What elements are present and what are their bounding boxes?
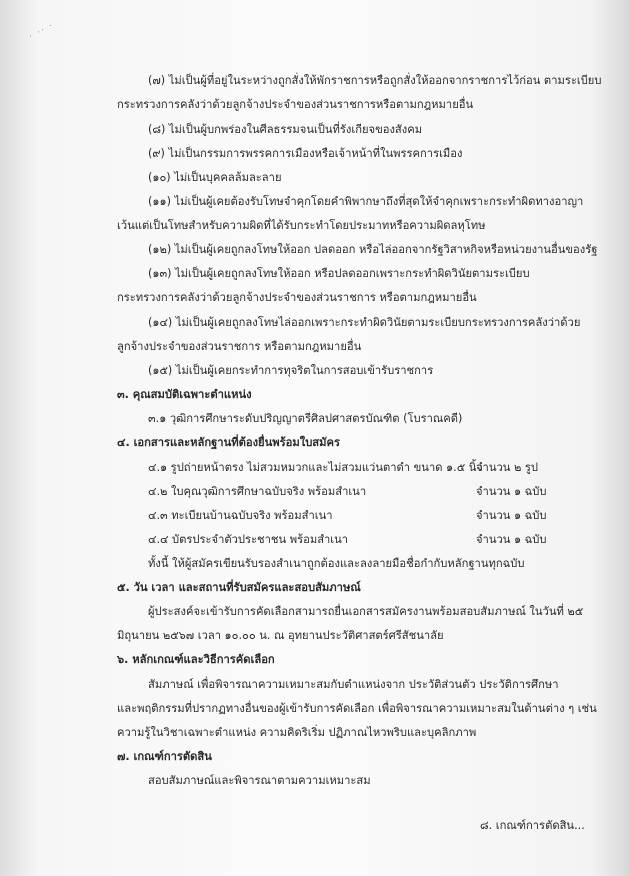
section-6-heading: ๖. หลักเกณฑ์และวิธีการคัดเลือก <box>117 653 275 666</box>
qualification-12: (๑๒) ไม่เป็นผู้เคยถูกลงโทษให้ออก ปลดออก หรือไล่ออกจากรัฐวิสาหกิจหรือหน่วยงานอื่นของรัฐ <box>148 243 598 256</box>
section-5-heading: ๕. วัน เวลา และสถานที่รับสมัครและสอบสัมภาษณ์ <box>117 581 361 594</box>
section-6-line3: ความรู้ในวิชาเฉพาะตำแหน่ง ความคิดริเริ่ม ปฏิภาณไหวพริบและบุคลิกภาพ <box>117 726 477 739</box>
section-4-heading: ๔. เอกสารและหลักฐานที่ต้องยื่นพร้อมใบสมัคร <box>117 436 340 449</box>
document-item-1-qty: จำนวน ๒ รูป <box>476 461 539 474</box>
document-item-1: ๔.๑ รูปถ่ายหน้าตรง ไม่สวมหมวกและไม่สวมแว่นตาดำ ขนาด ๑.๕ นิ้ว <box>148 461 483 474</box>
qualification-14-line1: (๑๔) ไม่เป็นผู้เคยถูกลงโทษไล่ออกเพราะกระทำผิดวินัยตามระเบียบกระทรวงการคลังว่าด้วย <box>148 316 581 329</box>
qualification-13-line2: กระทรวงการคลังว่าด้วยลูกจ้างประจำของส่วนราชการ หรือตามกฎหมายอื่น <box>117 291 477 304</box>
qualification-11-line2: เว้นแต่เป็นโทษสำหรับความผิดที่ได้รับกระทำโดยประมาทหรือความผิดลหุโทษ <box>117 219 486 232</box>
continuation-note: ๘. เกณฑ์การตัดสิน... <box>480 819 585 832</box>
qualification-7-line2: กระทรวงการคลังว่าด้วยลูกจ้างประจำของส่วนราชการหรือตามกฎหมายอื่น <box>117 98 474 111</box>
qualification-8: (๘) ไม่เป็นผู้บกพร่องในศีลธรรมจนเป็นที่รังเกียจของสังคม <box>148 123 423 136</box>
document-item-3-qty: จำนวน ๑ ฉบับ <box>476 509 547 522</box>
document-item-3: ๔.๓ ทะเบียนบ้านฉบับจริง พร้อมสำเนา <box>148 509 333 522</box>
section-7-line1: สอบสัมภาษณ์และพิจารณาตามความเหมาะสม <box>148 774 371 787</box>
qualification-9: (๙) ไม่เป็นกรรมการพรรคการเมืองหรือเจ้าหน้าที่ในพรรคการเมือง <box>148 147 463 160</box>
section-4-note: ทั้งนี้ ให้ผู้สมัครเขียนรับรองสำเนาถูกต้องและลงลายมือชื่อกำกับหลักฐานทุกฉบับ <box>148 557 525 570</box>
qualification-10: (๑๐) ไม่เป็นบุคคลล้มละลาย <box>148 171 282 184</box>
section-5-line2: มิถุนายน ๒๕๖๗ เวลา ๑๐.๐๐ น. ณ อุทยานประวัติศาสตร์ศรีสัชนาลัย <box>117 629 444 642</box>
section-6-line2: และพฤติกรรมที่ปรากฏทางอื่นของผู้เข้ารับการคัดเลือก เพื่อพิจารณาความเหมาะสมในด้านต่าง ๆ เช่น <box>117 702 597 715</box>
section-6-line1: สัมภาษณ์ เพื่อพิจารณาความเหมาะสมกับตำแหน่งจาก ประวัติส่วนตัว ประวัติการศึกษา <box>148 678 559 691</box>
qualification-15: (๑๕) ไม่เป็นผู้เคยกระทำการทุจริตในการสอบเข้ารับราชการ <box>148 364 434 377</box>
qualification-11-line1: (๑๑) ไม่เป็นผู้เคยต้องรับโทษจำคุกโดยคำพิพากษาถึงที่สุดให้จำคุกเพราะกระทำผิดทางอาญา <box>148 195 584 208</box>
document-item-4-qty: จำนวน ๑ ฉบับ <box>476 533 547 546</box>
section-3-item: ๓.๑ วุฒิการศึกษาระดับปริญญาตรีศิลปศาสตรบัณฑิต (โบราณคดี) <box>148 412 463 425</box>
document-item-4: ๔.๔ บัตรประจำตัวประชาชน พร้อมสำเนา <box>148 533 349 546</box>
document-item-2-qty: จำนวน ๑ ฉบับ <box>476 485 547 498</box>
qualification-13-line1: (๑๓) ไม่เป็นผู้เคยถูกลงโทษให้ออก หรือปลดออกเพราะกระทำผิดวินัยตามระเบียบ <box>148 267 530 280</box>
section-5-line1: ผู้ประสงค์จะเข้ารับการคัดเลือกสามารถยื่นเอกสารสมัครงานพร้อมสอบสัมภาษณ์ ในวันที่ ๒๕ <box>148 605 584 618</box>
qualification-14-line2: ลูกจ้างประจำของส่วนราชการ หรือตามกฎหมายอื่น <box>117 340 362 353</box>
section-7-heading: ๗. เกณฑ์การตัดสิน <box>117 750 212 763</box>
section-3-heading: ๓. คุณสมบัติเฉพาะตำแหน่ง <box>117 388 252 401</box>
document-item-2: ๔.๒ ใบคุณวุฒิการศึกษาฉบับจริง พร้อมสำเนา <box>148 485 367 498</box>
corner-marks: · ·· · <box>27 20 56 41</box>
qualification-7-line1: (๗) ไม่เป็นผู้ที่อยู่ในระหว่างถูกสั่งให้พักราชการหรือถูกสั่งให้ออกจากราชการไว้ก่อน ตามระเบียบ <box>148 74 602 87</box>
